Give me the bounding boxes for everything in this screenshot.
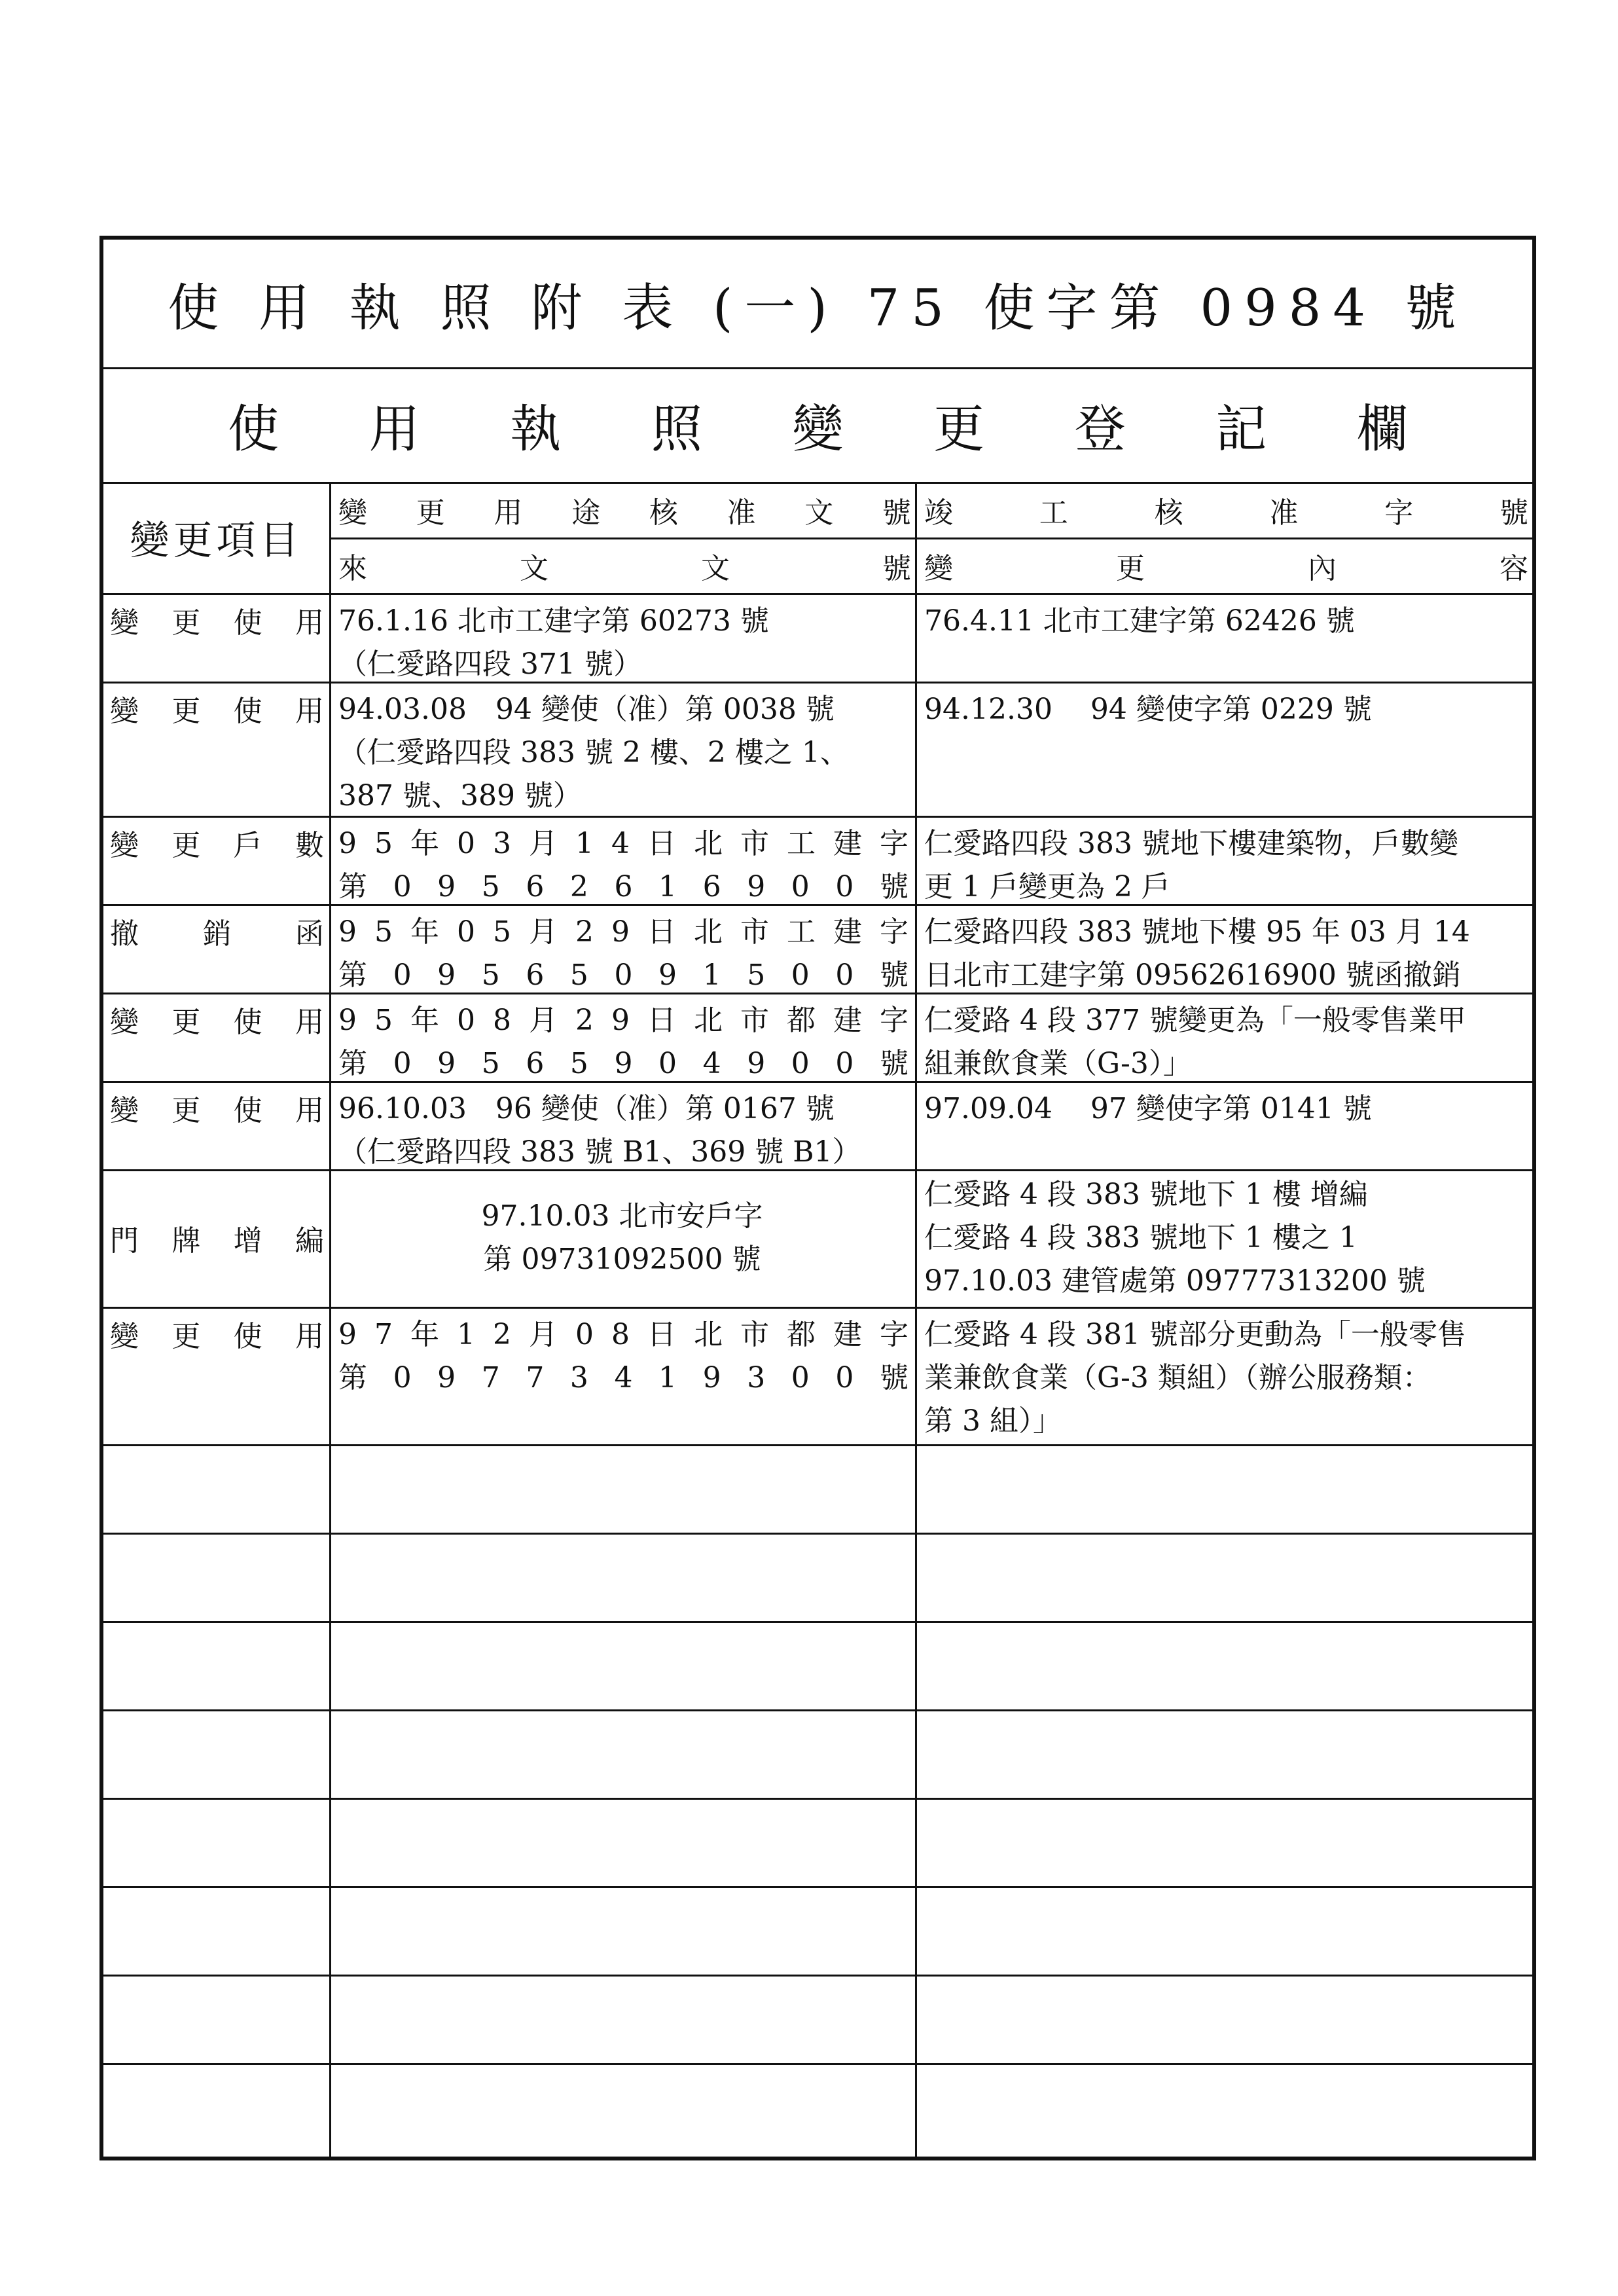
header-char: 號 bbox=[882, 551, 911, 585]
doc-char: 9 bbox=[338, 1318, 357, 1351]
doc-char: 0 bbox=[393, 1047, 412, 1080]
header-char: 核 bbox=[1154, 496, 1183, 530]
doc-line: 97.10.03 北市安戶字 bbox=[481, 1199, 763, 1233]
section-title-char: 更 bbox=[933, 399, 985, 459]
doc-char: 字 bbox=[880, 1318, 908, 1351]
doc-char: 4 bbox=[702, 1047, 721, 1080]
row-item bbox=[103, 1169, 329, 1307]
item-char: 編 bbox=[295, 1224, 324, 1258]
empty-row-divider bbox=[103, 1533, 1532, 1535]
item-char: 更 bbox=[171, 606, 201, 640]
empty-row-divider bbox=[103, 1621, 1532, 1623]
doc-char: 1 bbox=[575, 827, 594, 860]
doc-char: 0 bbox=[393, 870, 412, 903]
row-doc bbox=[329, 904, 915, 993]
doc-char: 9 bbox=[437, 1047, 456, 1080]
content-line: 業兼飲食業（G-3 類組）（辦公服務類： bbox=[924, 1361, 1431, 1394]
doc-char: 第 bbox=[338, 1361, 367, 1394]
doc-char: 0 bbox=[835, 958, 854, 992]
doc-char: 0 bbox=[457, 827, 475, 860]
item-char: 使 bbox=[233, 1320, 262, 1353]
doc-char: 9 bbox=[338, 1004, 357, 1037]
doc-char: 1 bbox=[658, 1361, 677, 1394]
doc-line bbox=[338, 866, 908, 909]
doc-char: 建 bbox=[833, 1004, 862, 1037]
section-title-char: 執 bbox=[510, 399, 562, 459]
doc-char: 5 bbox=[569, 958, 588, 992]
item-char: 使 bbox=[233, 1094, 262, 1127]
doc-char: 6 bbox=[526, 870, 545, 903]
content-line: 日北市工建字第 09562616900 號函撤銷 bbox=[924, 958, 1461, 992]
content-line: 76.4.11 北市工建字第 62426 號 bbox=[924, 604, 1355, 638]
header-change-item: 變更項目 bbox=[130, 518, 303, 564]
doc-char: 0 bbox=[457, 915, 475, 949]
doc-char: 北 bbox=[694, 1318, 723, 1351]
doc-line: 96.10.03 96 變使（准）第 0167 號 bbox=[338, 1092, 835, 1125]
section-title-char: 登 bbox=[1074, 399, 1126, 459]
row-item bbox=[103, 598, 329, 642]
doc-line: （仁愛路四段 383 號 B1、369 號 B1） bbox=[338, 1135, 861, 1169]
doc-char: 5 bbox=[569, 1047, 588, 1080]
doc-char: 5 bbox=[481, 870, 500, 903]
section-title-char: 用 bbox=[369, 399, 420, 459]
empty-row-divider bbox=[103, 1709, 1532, 1711]
row-content bbox=[915, 682, 1532, 816]
doc-char: 0 bbox=[393, 1361, 412, 1394]
header-char: 途 bbox=[571, 496, 601, 530]
doc-char: 9 bbox=[702, 1361, 721, 1394]
doc-line: （仁愛路四段 371 號） bbox=[338, 647, 642, 681]
doc-char: 0 bbox=[393, 958, 412, 992]
header-char: 來 bbox=[338, 551, 367, 585]
doc-char: 年 bbox=[410, 827, 439, 860]
doc-char: 市 bbox=[740, 1318, 769, 1351]
page-title: 使 用 執 照 附 表 (一) 75 使字第 0984 號 bbox=[168, 278, 1468, 338]
item-char: 更 bbox=[171, 1094, 201, 1127]
header-char: 容 bbox=[1500, 551, 1528, 585]
item-char: 變 bbox=[110, 829, 139, 862]
row-doc bbox=[329, 1081, 915, 1169]
item-char: 用 bbox=[295, 1094, 324, 1127]
item-char: 用 bbox=[295, 695, 324, 728]
doc-char: 9 bbox=[747, 870, 766, 903]
item-char: 使 bbox=[233, 606, 262, 640]
doc-char: 月 bbox=[529, 1004, 558, 1037]
header-approval-doc bbox=[329, 482, 915, 538]
doc-char: 年 bbox=[410, 915, 439, 949]
item-char: 變 bbox=[110, 695, 139, 728]
content-line: 仁愛路 4 段 381 號部分更動為「一般零售 bbox=[924, 1318, 1466, 1351]
header-change-content bbox=[915, 538, 1532, 593]
header-char: 工 bbox=[1039, 496, 1068, 530]
header-char: 文 bbox=[520, 551, 548, 585]
header-char: 更 bbox=[1116, 551, 1145, 585]
item-char: 用 bbox=[295, 1006, 324, 1039]
content-line: 組兼飲食業（G-3）」 bbox=[924, 1047, 1192, 1080]
empty-row-divider bbox=[103, 1975, 1532, 1977]
doc-char: 7 bbox=[526, 1361, 545, 1394]
doc-char: 2 bbox=[575, 1004, 594, 1037]
divider bbox=[103, 1444, 1532, 1446]
row-doc bbox=[329, 1169, 915, 1307]
header-char: 號 bbox=[1499, 496, 1528, 530]
doc-char: 9 bbox=[611, 1004, 630, 1037]
doc-line bbox=[338, 1313, 908, 1357]
doc-char: 年 bbox=[410, 1004, 439, 1037]
row-content bbox=[915, 1169, 1532, 1307]
content-line: 仁愛路 4 段 383 號地下 1 樓之 1 bbox=[924, 1221, 1357, 1254]
doc-char: 7 bbox=[481, 1361, 500, 1394]
doc-char: 號 bbox=[879, 1047, 908, 1080]
header-char: 文 bbox=[701, 551, 730, 585]
header-char: 竣 bbox=[924, 496, 953, 530]
row-doc bbox=[329, 593, 915, 682]
item-char: 更 bbox=[171, 695, 201, 728]
doc-char: 0 bbox=[791, 1047, 810, 1080]
doc-line: 387 號、389 號） bbox=[338, 779, 582, 812]
doc-char: 市 bbox=[740, 915, 769, 949]
section-title-char: 變 bbox=[792, 399, 844, 459]
doc-line bbox=[338, 1357, 908, 1400]
row-doc bbox=[329, 682, 915, 816]
doc-char: 0 bbox=[575, 1318, 594, 1351]
doc-char: 1 bbox=[702, 958, 721, 992]
doc-char: 7 bbox=[374, 1318, 393, 1351]
doc-char: 號 bbox=[879, 958, 908, 992]
doc-line bbox=[338, 1042, 908, 1085]
header-char: 內 bbox=[1308, 551, 1337, 585]
item-char: 用 bbox=[295, 606, 324, 640]
header-char: 號 bbox=[882, 496, 911, 530]
doc-char: 6 bbox=[702, 870, 721, 903]
doc-char: 8 bbox=[611, 1318, 630, 1351]
doc-char: 北 bbox=[694, 827, 723, 860]
header-char: 用 bbox=[494, 496, 523, 530]
header-char: 文 bbox=[804, 496, 834, 530]
row-item bbox=[103, 1086, 329, 1129]
header-char: 變 bbox=[338, 496, 367, 530]
doc-char: 日 bbox=[647, 915, 676, 949]
header-char: 變 bbox=[924, 551, 953, 585]
content-line: 更 1 戶變更為 2 戶 bbox=[924, 870, 1170, 903]
doc-char: 1 bbox=[658, 870, 677, 903]
doc-char: 月 bbox=[529, 915, 558, 949]
doc-char: 第 bbox=[338, 958, 367, 992]
doc-char: 日 bbox=[647, 1004, 676, 1037]
doc-char: 8 bbox=[493, 1004, 511, 1037]
item-char: 門 bbox=[110, 1224, 139, 1258]
doc-char: 字 bbox=[880, 915, 908, 949]
row-item bbox=[103, 998, 329, 1041]
doc-char: 日 bbox=[647, 827, 676, 860]
doc-char: 9 bbox=[437, 958, 456, 992]
doc-char: 月 bbox=[529, 1318, 558, 1351]
doc-char: 0 bbox=[835, 1361, 854, 1394]
doc-char: 9 bbox=[614, 1047, 633, 1080]
row-doc bbox=[329, 993, 915, 1081]
content-line: 97.10.03 建管處第 09777313200 號 bbox=[924, 1264, 1426, 1298]
doc-char: 5 bbox=[481, 1047, 500, 1080]
doc-char: 3 bbox=[493, 827, 511, 860]
doc-char: 4 bbox=[611, 827, 630, 860]
doc-char: 0 bbox=[658, 1047, 677, 1080]
header-char: 准 bbox=[1269, 496, 1299, 530]
doc-char: 5 bbox=[374, 915, 393, 949]
doc-char: 4 bbox=[614, 1361, 633, 1394]
header-completion-no bbox=[915, 482, 1532, 538]
doc-char: 0 bbox=[791, 958, 810, 992]
row-content bbox=[915, 1307, 1532, 1444]
item-char: 數 bbox=[295, 829, 324, 862]
doc-char: 5 bbox=[374, 1004, 393, 1037]
doc-char: 字 bbox=[880, 827, 908, 860]
doc-line bbox=[338, 911, 908, 954]
content-line: 仁愛路 4 段 377 號變更為「一般零售業甲 bbox=[924, 1004, 1466, 1037]
item-char: 銷 bbox=[202, 917, 232, 951]
doc-char: 9 bbox=[437, 870, 456, 903]
doc-char: 3 bbox=[747, 1361, 766, 1394]
item-char: 更 bbox=[171, 829, 201, 862]
permit-annex-table bbox=[99, 236, 1536, 2160]
item-char: 更 bbox=[171, 1006, 201, 1039]
item-char: 使 bbox=[233, 695, 262, 728]
doc-line bbox=[338, 954, 908, 997]
header-char: 准 bbox=[727, 496, 756, 530]
header-char: 核 bbox=[649, 496, 678, 530]
empty-row-divider bbox=[103, 1798, 1532, 1800]
section-title-char: 欄 bbox=[1356, 399, 1408, 459]
item-char: 變 bbox=[110, 1320, 139, 1353]
item-char: 增 bbox=[233, 1224, 262, 1258]
doc-char: 建 bbox=[833, 915, 862, 949]
empty-row-divider bbox=[103, 1886, 1532, 1888]
content-line: 94.12.30 94 變使字第 0229 號 bbox=[924, 693, 1372, 726]
row-content bbox=[915, 904, 1532, 993]
doc-char: 第 bbox=[338, 870, 367, 903]
item-char: 變 bbox=[110, 1006, 139, 1039]
row-doc bbox=[329, 816, 915, 904]
doc-char: 6 bbox=[526, 958, 545, 992]
doc-char: 9 bbox=[437, 1361, 456, 1394]
doc-char: 建 bbox=[833, 827, 862, 860]
doc-char: 9 bbox=[338, 827, 357, 860]
row-item bbox=[103, 909, 329, 953]
doc-char: 3 bbox=[569, 1361, 588, 1394]
item-char: 變 bbox=[110, 1094, 139, 1127]
content-line: 第 3 組）」 bbox=[924, 1404, 1062, 1438]
doc-char: 0 bbox=[791, 1361, 810, 1394]
doc-char: 號 bbox=[879, 1361, 908, 1394]
doc-char: 市 bbox=[740, 827, 769, 860]
doc-line: 94.03.08 94 變使（准）第 0038 號 bbox=[338, 693, 835, 726]
doc-char: 9 bbox=[747, 1047, 766, 1080]
content-line: 97.09.04 97 變使字第 0141 號 bbox=[924, 1092, 1372, 1125]
doc-line bbox=[338, 822, 908, 866]
doc-char: 6 bbox=[526, 1047, 545, 1080]
item-char: 函 bbox=[295, 917, 324, 951]
doc-char: 0 bbox=[614, 958, 633, 992]
doc-char: 9 bbox=[658, 958, 677, 992]
doc-char: 字 bbox=[880, 1004, 908, 1037]
empty-row-divider bbox=[103, 2063, 1532, 2065]
item-char: 使 bbox=[233, 1006, 262, 1039]
content-line: 仁愛路四段 383 號地下樓建築物，戶數變 bbox=[924, 827, 1458, 860]
doc-char: 年 bbox=[410, 1318, 439, 1351]
row-content bbox=[915, 993, 1532, 1081]
item-char: 變 bbox=[110, 606, 139, 640]
doc-char: 都 bbox=[787, 1318, 816, 1351]
doc-char: 北 bbox=[694, 1004, 723, 1037]
doc-char: 0 bbox=[791, 870, 810, 903]
header-char: 字 bbox=[1384, 496, 1414, 530]
doc-char: 5 bbox=[493, 915, 511, 949]
doc-char: 北 bbox=[694, 915, 723, 949]
doc-char: 5 bbox=[481, 958, 500, 992]
item-char: 牌 bbox=[171, 1224, 201, 1258]
content-line: 仁愛路四段 383 號地下樓 95 年 03 月 14 bbox=[924, 915, 1470, 949]
doc-char: 建 bbox=[833, 1318, 862, 1351]
doc-char: 2 bbox=[575, 915, 594, 949]
item-char: 戶 bbox=[233, 829, 262, 862]
doc-char: 工 bbox=[787, 827, 816, 860]
row-item bbox=[103, 1312, 329, 1355]
doc-char: 第 bbox=[338, 1047, 367, 1080]
section-title-char: 使 bbox=[228, 399, 279, 459]
doc-char: 都 bbox=[787, 1004, 816, 1037]
section-title bbox=[228, 367, 1408, 482]
row-content bbox=[915, 816, 1532, 904]
row-item bbox=[103, 821, 329, 864]
content-line: 仁愛路 4 段 383 號地下 1 樓 增編 bbox=[924, 1178, 1368, 1211]
item-char: 更 bbox=[171, 1320, 201, 1353]
row-doc bbox=[329, 1307, 915, 1444]
doc-char: 日 bbox=[647, 1318, 676, 1351]
doc-char: 0 bbox=[835, 1047, 854, 1080]
section-title-char: 照 bbox=[651, 399, 702, 459]
doc-line bbox=[338, 999, 908, 1042]
doc-char: 0 bbox=[457, 1004, 475, 1037]
doc-line: 76.1.16 北市工建字第 60273 號 bbox=[338, 604, 769, 638]
item-char: 用 bbox=[295, 1320, 324, 1353]
doc-char: 5 bbox=[747, 958, 766, 992]
section-title-char: 記 bbox=[1215, 399, 1267, 459]
doc-char: 市 bbox=[740, 1004, 769, 1037]
doc-char: 號 bbox=[879, 870, 908, 903]
doc-line: （仁愛路四段 383 號 2 樓、2 樓之 1、 bbox=[338, 736, 849, 769]
doc-char: 1 bbox=[457, 1318, 475, 1351]
doc-char: 0 bbox=[835, 870, 854, 903]
doc-char: 2 bbox=[569, 870, 588, 903]
doc-line: 第 09731092500 號 bbox=[483, 1243, 761, 1276]
row-item bbox=[103, 687, 329, 730]
item-char: 撤 bbox=[110, 917, 139, 951]
doc-char: 工 bbox=[787, 915, 816, 949]
doc-char: 6 bbox=[614, 870, 633, 903]
header-incoming-doc bbox=[329, 538, 915, 593]
doc-char: 5 bbox=[374, 827, 393, 860]
row-content bbox=[915, 1081, 1532, 1169]
doc-char: 9 bbox=[338, 915, 357, 949]
row-content bbox=[915, 593, 1532, 682]
doc-char: 2 bbox=[493, 1318, 511, 1351]
header-char: 更 bbox=[416, 496, 445, 530]
doc-char: 月 bbox=[529, 827, 558, 860]
doc-char: 9 bbox=[611, 915, 630, 949]
